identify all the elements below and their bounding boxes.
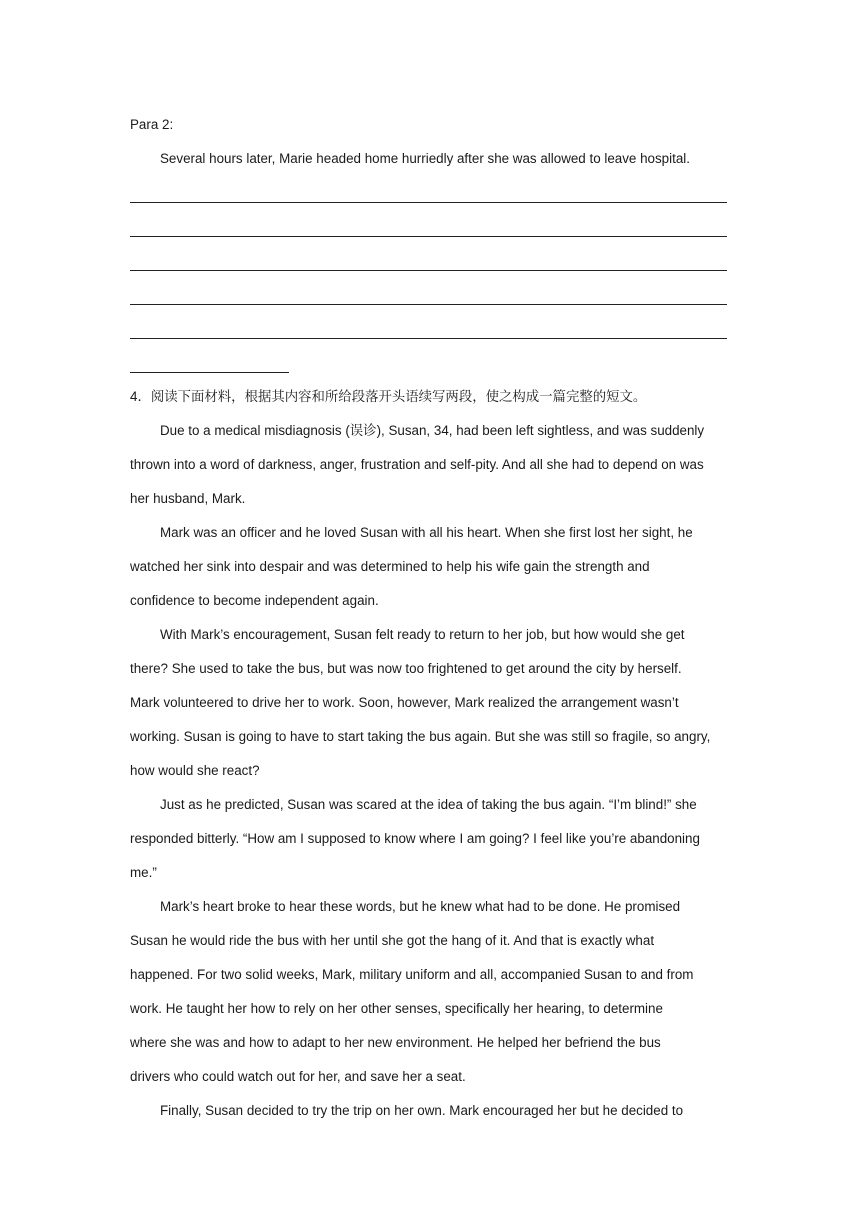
story-line: Mark volunteered to drive her to work. Soon, however, Mark realized the arrangement wasn’t xyxy=(130,695,679,710)
story-paragraph-3 xyxy=(130,618,730,788)
story-line: me.” xyxy=(130,865,157,880)
story-line: With Mark’s encouragement, Susan felt ready to return to her job, but how would she get xyxy=(160,627,685,642)
story-line: Just as he predicted, Susan was scared at the idea of taking the bus again. “I’m blind!” she xyxy=(160,797,697,812)
writing-line-5[interactable] xyxy=(130,312,730,346)
story-paragraph-5 xyxy=(130,890,730,1094)
story-line: confidence to become independent again. xyxy=(130,593,379,608)
story-line: her husband, Mark. xyxy=(130,491,246,506)
story-paragraph-2 xyxy=(130,516,730,618)
story-line: Due to a medical misdiagnosis (误诊), Susan, 34, had been left sightless, and was suddenly xyxy=(160,423,705,438)
writing-line-2[interactable] xyxy=(130,210,730,244)
para2-label: Para 2: xyxy=(130,117,174,132)
story-line: thrown into a word of darkness, anger, frustration and self-pity. And all she had to depend on was xyxy=(130,457,704,472)
story-line: happened. For two solid weeks, Mark, military uniform and all, accompanied Susan to and from xyxy=(130,967,694,982)
question-4-instruction: 4．阅读下面材料，根据其内容和所给段落开头语续写两段，使之构成一篇完整的短文。 xyxy=(130,389,647,404)
writing-line-1[interactable] xyxy=(130,176,730,210)
writing-line-3[interactable] xyxy=(130,244,730,278)
story-line: Finally, Susan decided to try the trip on her own. Mark encouraged her but he decided to xyxy=(160,1103,684,1118)
story-paragraph-1 xyxy=(130,414,730,516)
story-line: Susan he would ride the bus with her until she got the hang of it. And that is exactly what xyxy=(130,933,655,948)
story-line: drivers who could watch out for her, and save her a seat. xyxy=(130,1069,466,1084)
story-line: Mark was an officer and he loved Susan with all his heart. When she first lost her sight, he xyxy=(160,525,693,540)
story-line: Mark’s heart broke to hear these words, but he knew what had to be done. He promised xyxy=(160,899,681,914)
story-line: where she was and how to adapt to her new environment. He helped her befriend the bus xyxy=(130,1035,661,1050)
writing-line-4[interactable] xyxy=(130,278,730,312)
document-page xyxy=(130,108,730,1128)
story-line: watched her sink into despair and was determined to help his wife gain the strength and xyxy=(130,559,650,574)
story-line: working. Susan is going to have to start taking the bus again. But she was still so fragile, so angry, xyxy=(130,729,711,744)
story-line: how would she react? xyxy=(130,763,260,778)
para2-opening-sentence: Several hours later, Marie headed home hurriedly after she was allowed to leave hospital. xyxy=(160,151,690,166)
writing-line-6[interactable] xyxy=(130,346,730,380)
story-paragraph-6 xyxy=(130,1094,730,1128)
story-line: there? She used to take the bus, but was now too frightened to get around the city by herself. xyxy=(130,661,682,676)
story-line: responded bitterly. “How am I supposed to know where I am going? I feel like you’re abandoning xyxy=(130,831,700,846)
story-paragraph-4 xyxy=(130,788,730,890)
story-line: work. He taught her how to rely on her other senses, specifically her hearing, to determine xyxy=(130,1001,663,1016)
